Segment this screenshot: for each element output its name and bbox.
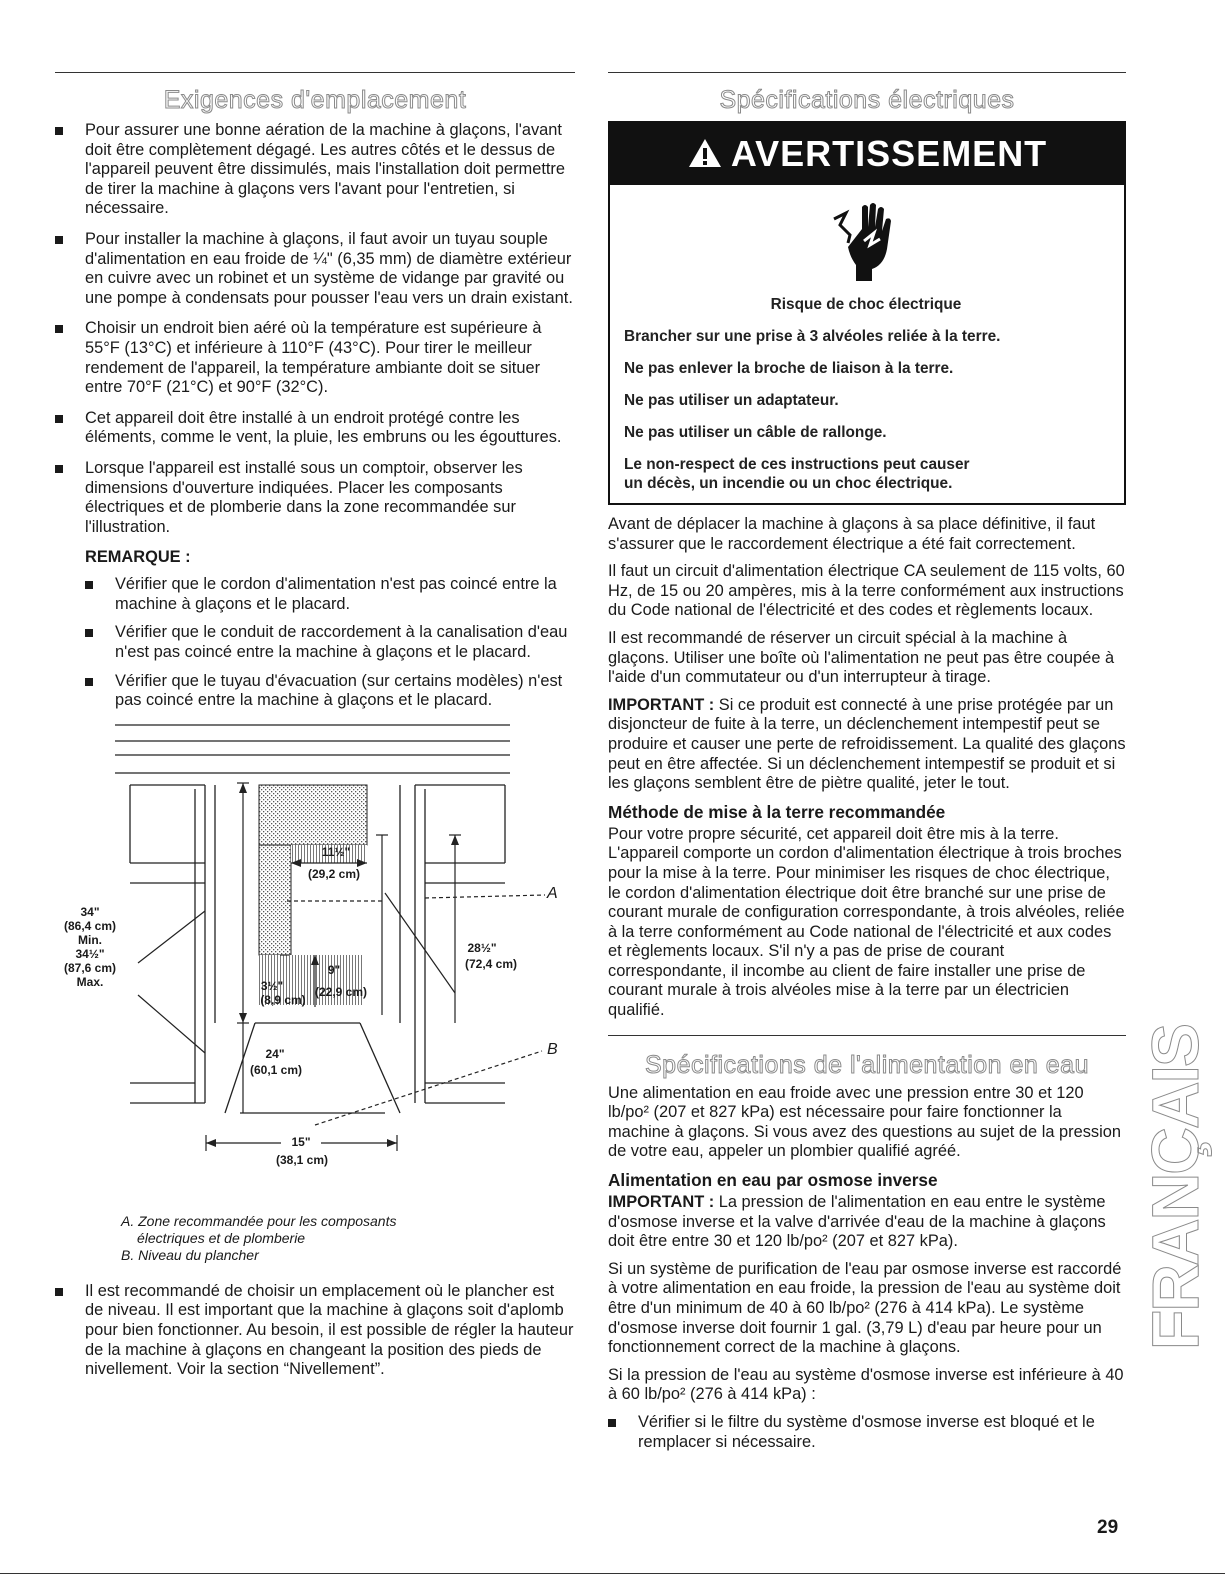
dim-3-label: 3½"	[260, 978, 284, 993]
warning-header-text: AVERTISSEMENT	[730, 133, 1048, 174]
section-title-water: Spécifications de l'alimentation en eau	[645, 1050, 1089, 1079]
right-column	[608, 72, 1126, 1463]
bullet-item: Vérifier si le filtre du système d'osmose inverse est bloqué et le remplacer si nécessaire.	[608, 1413, 1126, 1452]
important-text: La pression de l'alimentation en eau entre le système d'osmose inverse et la valve d'arrivée d'eau de la machine à glaçons doit être entre 30 et 120 lb/po² (207 et 827 kPa).	[608, 1193, 1106, 1251]
caption-a-line1: A. Zone recommandée pour les composants	[121, 1212, 397, 1229]
warning-triangle-icon	[687, 126, 723, 188]
bullet-item: Lorsque l'appareil est installé sous un comptoir, observer les dimensions d'ouverture indiquées. Placer les composants électriques et de plomberie dans la zone recommandée sur l'illustration.	[55, 459, 575, 537]
paragraph: Il faut un circuit d'alimentation électrique CA seulement de 115 volts, 60 Hz, de 15 ou 20 ampères, mis à la terre conformément aux instructions du Code national de l'électricité et des codes et règlements locaux.	[608, 562, 1125, 620]
dim-15-cm-label: (38,1 cm)	[275, 1152, 329, 1167]
warning-risk: Risque de choc électrique	[770, 296, 962, 313]
dim-11-label: 11½"	[321, 844, 351, 859]
remarque-item: Vérifier que le tuyau d'évacuation (sur certains modèles) n'est pas coincé entre la machine à glaçons et le placard.	[85, 672, 575, 711]
paragraph: Une alimentation en eau froide avec une pression entre 30 et 120 lb/po² (207 et 827 kPa) est nécessaire pour faire fonctionner la machine à glaçons. Si vous avez des questions au sujet de la pression de votre eau, appeler un plombier qualifié agréé.	[608, 1083, 1121, 1161]
label-b: B	[547, 1040, 558, 1058]
electric-shock-hand-icon	[610, 185, 1124, 295]
language-side-tab: FRANÇAIS	[1138, 1025, 1212, 1350]
bullet-item: Pour installer la machine à glaçons, il faut avoir un tuyau souple d'alimentation en eau froide de ¼" (6,35 mm) de diamètre extérieur en cuivre avec un robinet et un système de vidange par gravité ou une pompe à condensats pour pousser l'eau vers un drain existant.	[55, 230, 575, 308]
paragraph: Il est recommandé de réserver un circuit spécial à la machine à glaçons. Utiliser une boîte où l'alimentation ne peut pas être coupée à l'aide d'un commutateur ou d'un interrupteur à tirage.	[608, 628, 1115, 687]
remarque-heading: REMARQUE :	[85, 548, 191, 567]
paragraph-important	[608, 696, 1126, 794]
paragraph: Si un système de purification de l'eau par osmose inverse est raccordé à votre alimentation en eau froide, la pression de l'eau au système doit être d'un minimum de 40 à 60 lb/po² (276 à 414 kPa). Le système d'osmose inverse doit fournir 1 gal. (3,79 L) d'eau par heure pour un fonctionnement correct de la machine à glaçons.	[608, 1259, 1122, 1357]
paragraph-important	[608, 1193, 1126, 1252]
remarque-item: Vérifier que le conduit de raccordement à la canalisation d'eau n'est pas coincé entre la machine à glaçons et le placard.	[85, 623, 575, 662]
bottom-rule	[0, 1573, 1225, 1574]
warning-box	[608, 121, 1126, 505]
bullet-item: Il est recommandé de choisir un emplacement où le plancher est de niveau. Il est important que la machine à glaçons soit d'aplomb pour bien fonctionner. Au besoin, il est possible de régler la hauteur de la machine à glaçons en changeant la position des pieds de nivellement. Voir la section “Nivellement”.	[55, 1282, 575, 1380]
warning-line: Ne pas utiliser un adaptateur.	[624, 392, 839, 409]
important-label: IMPORTANT :	[608, 695, 715, 714]
section-title-location: Exigences d'emplacement	[163, 86, 467, 114]
bullet-item: Pour assurer une bonne aération de la machine à glaçons, l'avant doit être complètement dégagé. Les autres côtés et le dessus de l'appareil peuvent être dissimulés, mais l'installation doit permettre de tirer la machine à glaçons vers l'avant pour l'entretien, si nécessaire.	[55, 121, 575, 219]
remarque-item: Vérifier que le cordon d'alimentation n'est pas coincé entre la machine à glaçons et le placard.	[85, 575, 575, 614]
left-column	[55, 72, 575, 1391]
dim-9-cm-label: (22,9 cm)	[314, 984, 368, 999]
bullet-item: Cet appareil doit être installé à un endroit protégé contre les éléments, comme le vent, la pluie, les embruns ou les égouttures.	[55, 409, 575, 448]
section-title-electrical: Spécifications électriques	[719, 86, 1015, 114]
warning-body	[610, 295, 1124, 503]
warning-consequence-2: un décès, un incendie ou un choc électrique.	[624, 475, 953, 492]
section-divider	[608, 1035, 1126, 1036]
warning-consequence-1: Le non-respect de ces instructions peut causer	[624, 456, 970, 473]
dim-9-label: 9"	[327, 962, 341, 977]
dim-15-label: 15"	[281, 1135, 321, 1149]
heading-grounding: Méthode de mise à la terre recommandée	[608, 801, 946, 822]
paragraph: Si la pression de l'eau au système d'osmose inverse est inférieure à 40 à 60 lb/po² (276 à 414 kPa) :	[608, 1365, 1124, 1404]
dim-24-cm-label: (60,1 cm)	[249, 1062, 303, 1077]
important-label: IMPORTANT :	[608, 1193, 715, 1212]
warning-header	[610, 123, 1124, 185]
warning-line: Brancher sur une prise à 3 alvéoles reliée à la terre.	[624, 328, 1001, 345]
heading-osmosis: Alimentation en eau par osmose inverse	[608, 1170, 938, 1191]
caption-b: B. Niveau du plancher	[121, 1246, 259, 1263]
important-text: Si ce produit est connecté à une prise protégée par un disjoncteur de fuite à la terre, un déclenchement intempestif peut se produire et causer une perte de refroidissement. La qualité des glaçons peut en être affectée. Si un déclenchement intempestif se produit et si les glaçons semblent être de piètre qualité, jeter le tout.	[608, 695, 1126, 793]
page-number: 29	[1097, 1517, 1119, 1538]
dim-11-cm-label: (29,2 cm)	[307, 866, 361, 881]
paragraph: Avant de déplacer la machine à glaçons à sa place définitive, il faut s'assurer que le raccordement électrique a été fait correctement.	[608, 515, 1096, 553]
dim-height-label: 34" (86,4 cm) Min. 34½" (87,6 cm) Max.	[63, 904, 117, 989]
label-a: A	[547, 884, 558, 902]
warning-line: Ne pas enlever la broche de liaison à la terre.	[624, 360, 954, 377]
dim-28-cm-label: (72,4 cm)	[464, 956, 518, 971]
installation-diagram	[55, 723, 575, 1243]
warning-consequence	[624, 455, 1108, 493]
warning-line: Ne pas utiliser un câble de rallonge.	[624, 424, 887, 441]
dim-3-cm-label: (8,9 cm)	[260, 992, 306, 1007]
caption-a-line2: électriques et de plomberie	[137, 1229, 306, 1246]
dim-28-label: 28½"	[467, 940, 497, 955]
dim-24-label: 24"	[265, 1046, 285, 1061]
paragraph: Pour votre propre sécurité, cet appareil doit être mis à la terre. L'appareil comporte un cordon d'alimentation électrique à trois broches pour la mise à la terre. Pour minimiser les risques de choc électrique, le cordon d'alimentation électrique doit être branché sur une prise de courant murale de configuration correspondante, à trois alvéoles, reliée à la terre conformément au Code national de l'électricité et aux codes et règlements locaux. S'il n'y a pas de prise de courant correspondante, il incombe au client de faire installer une prise de courant murale à trois alvéoles mise à la terre par un électricien qualifié.	[608, 824, 1125, 1020]
bullet-item: Choisir un endroit bien aéré où la température est supérieure à 55°F (13°C) et inférieure à 110°F (43°C). Pour tirer le meilleur rendement de l'appareil, la température ambiante doit se situer entre 70°F (21°C) et 90°F (32°C).	[55, 319, 575, 397]
